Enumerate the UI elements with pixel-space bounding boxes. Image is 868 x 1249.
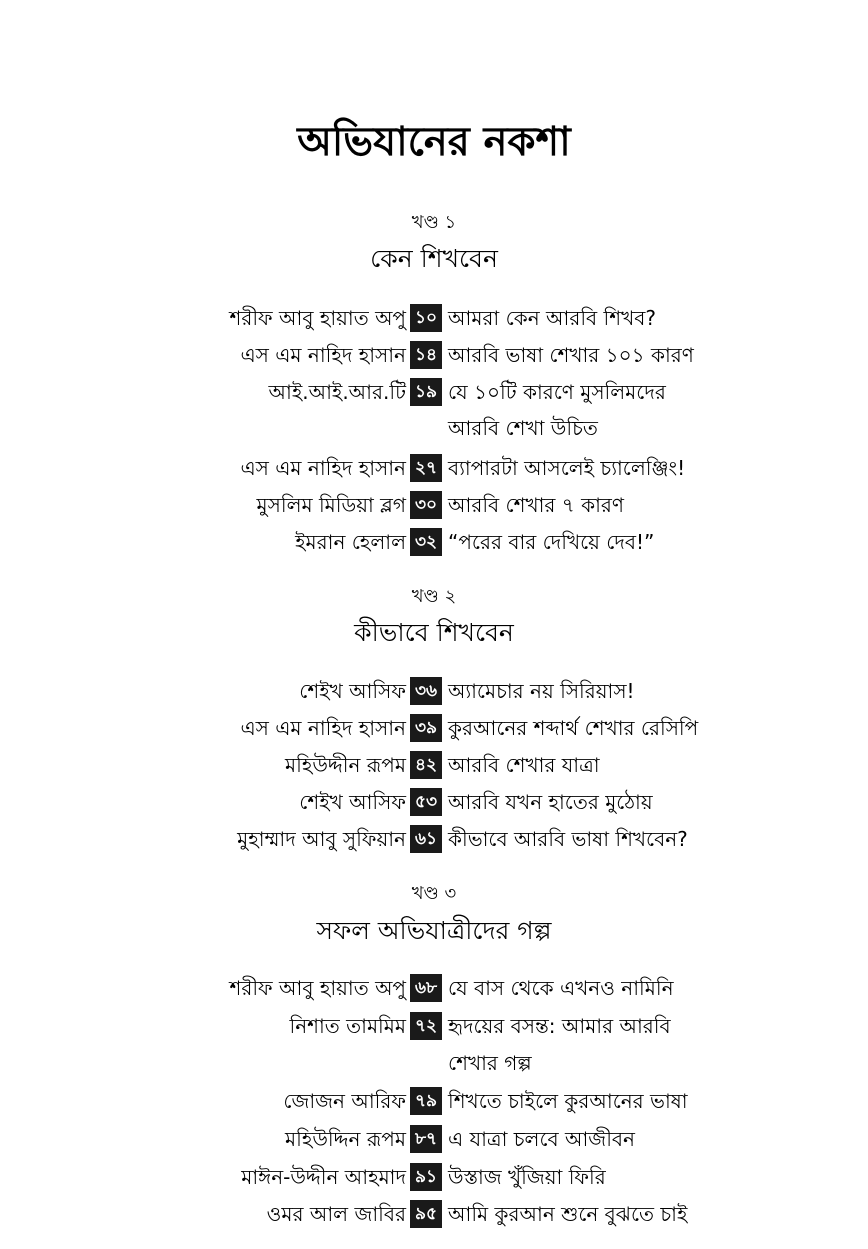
page-number-badge: ৭২ bbox=[410, 1012, 442, 1040]
toc-entry[interactable] bbox=[0, 1008, 868, 1082]
entry-chapter-title: “পরের বার দেখিয়ে দেব!” bbox=[448, 530, 655, 554]
entry-author: এস এম নাহিদ হাসান bbox=[240, 343, 406, 367]
entry-chapter-title: কুরআনের শব্দার্থ শেখার রেসিপি bbox=[448, 716, 699, 740]
toc-entry[interactable] bbox=[0, 970, 868, 1006]
toc-entry[interactable] bbox=[0, 374, 868, 448]
entry-author: মহিউদ্দীন রূপম bbox=[285, 753, 406, 777]
entry-chapter-title: আমরা কেন আরবি শিখব? bbox=[448, 306, 656, 330]
entry-author: ওমর আল জাবির bbox=[266, 1202, 406, 1226]
toc-entry[interactable] bbox=[0, 710, 868, 746]
toc-entry[interactable] bbox=[0, 784, 868, 820]
page-number-badge: ৩০ bbox=[410, 491, 442, 519]
entry-author: নিশাত তামমিম bbox=[289, 1014, 406, 1038]
entry-chapter-title: আরবি শেখার যাত্রা bbox=[448, 753, 600, 777]
entry-chapter-title: যে বাস থেকে এখনও নামিনি bbox=[448, 976, 674, 1000]
section-title: কীভাবে শিখবেন bbox=[354, 618, 514, 647]
entry-author: মুসলিম মিডিয়া ব্লগ bbox=[256, 493, 406, 517]
entry-chapter-title: আরবি ভাষা শেখার ১০১ কারণ bbox=[448, 343, 694, 367]
section-label: খণ্ড ১ bbox=[411, 212, 457, 233]
toc-entry[interactable] bbox=[0, 524, 868, 560]
section-title: কেন শিখবেন bbox=[370, 244, 498, 273]
page-number-badge: ১৪ bbox=[410, 341, 442, 369]
toc-entry[interactable] bbox=[0, 1159, 868, 1195]
entry-chapter-title: আরবি যখন হাতের মুঠোয় bbox=[448, 790, 653, 814]
toc-entry[interactable] bbox=[0, 487, 868, 523]
entry-author: শরীফ আবু হায়াত অপু bbox=[229, 976, 406, 1000]
toc-entry[interactable] bbox=[0, 337, 868, 373]
entry-chapter-title: উস্তাজ খুঁজিয়া ফিরি bbox=[448, 1165, 606, 1189]
page-number-badge: ৭৯ bbox=[410, 1087, 442, 1115]
page-number-badge: ৬৮ bbox=[410, 974, 442, 1002]
entry-chapter-title: আরবি শেখার ৭ কারণ bbox=[448, 493, 625, 517]
entry-author: ইমরান হেলাল bbox=[295, 530, 406, 554]
entry-author: শেইখ আসিফ bbox=[299, 679, 406, 703]
entry-author: জোজন আরিফ bbox=[283, 1089, 406, 1113]
entry-author: এস এম নাহিদ হাসান bbox=[240, 716, 406, 740]
entry-chapter-title-continued: আরবি শেখা উচিত bbox=[448, 416, 598, 440]
entry-chapter-title: হৃদয়ের বসন্ত: আমার আরবি bbox=[448, 1014, 671, 1038]
section-label: খণ্ড ৩ bbox=[411, 883, 457, 904]
page-number-badge: ১৯ bbox=[410, 378, 442, 406]
entry-author: মুহাম্মাদ আবু সুফিয়ান bbox=[237, 827, 406, 851]
page-number-badge: ৯১ bbox=[410, 1163, 442, 1191]
page-number-badge: ৪২ bbox=[410, 751, 442, 779]
toc-entry[interactable] bbox=[0, 821, 868, 857]
toc-entry[interactable] bbox=[0, 747, 868, 783]
toc-entry[interactable] bbox=[0, 673, 868, 709]
toc-entry[interactable] bbox=[0, 1121, 868, 1157]
entry-author: এস এম নাহিদ হাসান bbox=[240, 456, 406, 480]
entry-author: আই.আই.আর.টি bbox=[268, 380, 406, 404]
section-label: খণ্ড ২ bbox=[411, 586, 457, 607]
entry-author: শরীফ আবু হায়াত অপু bbox=[229, 306, 406, 330]
entry-author: মাঈন-উদ্দীন আহমাদ bbox=[241, 1165, 406, 1189]
entry-chapter-title: অ্যামেচার নয় সিরিয়াস! bbox=[448, 679, 635, 703]
page-number-badge: ৬১ bbox=[410, 825, 442, 853]
entry-chapter-title: ব্যাপারটা আসলেই চ্যালেঞ্জিং! bbox=[448, 456, 686, 480]
page-number-badge: ২৭ bbox=[410, 454, 442, 482]
page-number-badge: ৩৬ bbox=[410, 677, 442, 705]
toc-entry[interactable] bbox=[0, 1196, 868, 1232]
toc-entry[interactable] bbox=[0, 300, 868, 336]
page-number-badge: ৮৭ bbox=[410, 1125, 442, 1153]
entry-chapter-title: আমি কুরআন শুনে বুঝতে চাই bbox=[448, 1202, 688, 1226]
page-number-badge: ৩৯ bbox=[410, 714, 442, 742]
entry-chapter-title: কীভাবে আরবি ভাষা শিখবেন? bbox=[448, 827, 688, 851]
entry-chapter-title: শিখতে চাইলে কুরআনের ভাষা bbox=[448, 1089, 688, 1113]
entry-author: মহিউদ্দিন রূপম bbox=[285, 1127, 406, 1151]
page-number-badge: ১০ bbox=[410, 304, 442, 332]
page-number-badge: ৯৫ bbox=[410, 1200, 442, 1228]
toc-entry[interactable] bbox=[0, 1083, 868, 1119]
page-title: অভিযানের নকশা bbox=[297, 119, 571, 165]
entry-chapter-title-continued: শেখার গল্প bbox=[448, 1051, 532, 1075]
entry-author: শেইখ আসিফ bbox=[299, 790, 406, 814]
section-title: সফল অভিযাত্রীদের গল্প bbox=[316, 916, 552, 945]
entry-chapter-title: এ যাত্রা চলবে আজীবন bbox=[448, 1127, 635, 1151]
toc-entry[interactable] bbox=[0, 450, 868, 486]
page-number-badge: ৩২ bbox=[410, 528, 442, 556]
page-number-badge: ৫৩ bbox=[410, 788, 442, 816]
entry-chapter-title: যে ১০টি কারণে মুসলিমদের bbox=[448, 380, 666, 404]
